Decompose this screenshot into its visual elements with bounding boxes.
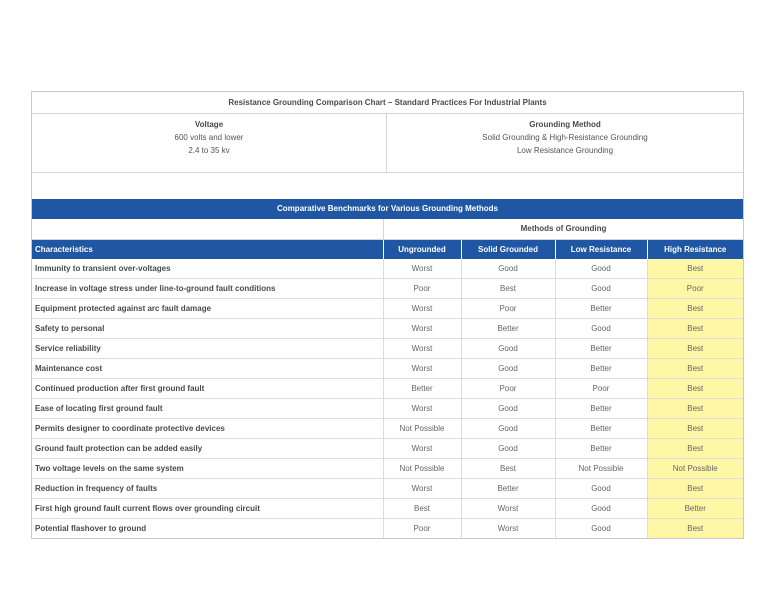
rating-cell: Good	[461, 439, 555, 459]
rating-cell: Good	[555, 279, 647, 299]
rating-cell: Good	[461, 339, 555, 359]
table-row	[32, 399, 743, 419]
benchmarks-table	[32, 240, 743, 538]
characteristic-cell: Service reliability	[32, 339, 383, 359]
column-header: Characteristics	[32, 240, 383, 259]
rating-cell: Good	[555, 319, 647, 339]
rating-cell: Worst	[383, 299, 461, 319]
table-row	[32, 419, 743, 439]
rating-cell: Poor	[383, 519, 461, 539]
characteristic-cell: Immunity to transient over-voltages	[32, 259, 383, 279]
voltage-column	[32, 114, 387, 172]
rating-cell: Best	[647, 519, 743, 539]
rating-cell: Poor	[647, 279, 743, 299]
rating-cell: Poor	[383, 279, 461, 299]
rating-cell: Better	[555, 359, 647, 379]
voltage-line: 2.4 to 35 kv	[188, 146, 230, 155]
comparison-chart	[31, 91, 744, 539]
table-row	[32, 519, 743, 539]
rating-cell: Best	[383, 499, 461, 519]
rating-cell: Better	[555, 339, 647, 359]
rating-cell: Best	[461, 459, 555, 479]
table-row	[32, 439, 743, 459]
rating-cell: Better	[555, 299, 647, 319]
rating-cell: Good	[555, 519, 647, 539]
rating-cell: Poor	[461, 299, 555, 319]
rating-cell: Better	[383, 379, 461, 399]
rating-cell: Worst	[383, 319, 461, 339]
rating-cell: Good	[555, 259, 647, 279]
methods-of-grounding-label: Methods of Grounding	[520, 224, 607, 233]
grounding-method-line: Low Resistance Grounding	[516, 146, 614, 155]
characteristic-cell: Potential flashover to ground	[32, 519, 383, 539]
rating-cell: Worst	[383, 339, 461, 359]
rating-cell: Best	[647, 319, 743, 339]
table-row	[32, 359, 743, 379]
table-row	[32, 279, 743, 299]
table-row	[32, 299, 743, 319]
rating-cell: Best	[647, 259, 743, 279]
rating-cell: Worst	[461, 499, 555, 519]
characteristic-cell: First high ground fault current flows over grounding circuit	[32, 499, 383, 519]
chart-title: Resistance Grounding Comparison Chart – Standard Practices For Industrial Plants	[32, 92, 743, 114]
characteristic-cell: Increase in voltage stress under line-to-ground fault conditions	[32, 279, 383, 299]
characteristic-cell: Two voltage levels on the same system	[32, 459, 383, 479]
rating-cell: Not Possible	[383, 419, 461, 439]
rating-cell: Best	[647, 339, 743, 359]
characteristic-cell: Permits designer to coordinate protective devices	[32, 419, 383, 439]
info-section	[32, 114, 743, 173]
rating-cell: Worst	[383, 439, 461, 459]
rating-cell: Better	[555, 419, 647, 439]
table-row	[32, 319, 743, 339]
rating-cell: Best	[647, 359, 743, 379]
benchmarks-header: Comparative Benchmarks for Various Grounding Methods	[32, 199, 743, 219]
rating-cell: Good	[461, 359, 555, 379]
grounding-method-column	[387, 114, 743, 172]
column-header: Ungrounded	[383, 240, 461, 259]
rating-cell: Best	[647, 299, 743, 319]
voltage-line: 600 volts and lower	[174, 133, 244, 142]
rating-cell: Worst	[383, 479, 461, 499]
rating-cell: Not Possible	[383, 459, 461, 479]
rating-cell: Better	[461, 319, 555, 339]
rating-cell: Better	[647, 499, 743, 519]
rating-cell: Best	[647, 399, 743, 419]
rating-cell: Good	[555, 499, 647, 519]
table-header-row	[32, 240, 743, 259]
rating-cell: Worst	[383, 359, 461, 379]
rating-cell: Good	[555, 479, 647, 499]
characteristic-cell: Equipment protected against arc fault damage	[32, 299, 383, 319]
rating-cell: Best	[461, 279, 555, 299]
grounding-method-line: Solid Grounding & High-Resistance Grounding	[482, 133, 648, 142]
rating-cell: Best	[647, 379, 743, 399]
rating-cell: Worst	[383, 399, 461, 419]
characteristic-cell: Maintenance cost	[32, 359, 383, 379]
column-header: Low Resistance	[555, 240, 647, 259]
characteristic-cell: Reduction in frequency of faults	[32, 479, 383, 499]
rating-cell: Best	[647, 479, 743, 499]
column-header: High Resistance	[647, 240, 743, 259]
characteristic-cell: Ease of locating first ground fault	[32, 399, 383, 419]
rating-cell: Poor	[555, 379, 647, 399]
grounding-method-heading: Grounding Method	[529, 120, 601, 129]
rating-cell: Worst	[461, 519, 555, 539]
table-row	[32, 259, 743, 279]
methods-header-row	[32, 219, 743, 240]
table-row	[32, 479, 743, 499]
voltage-heading: Voltage	[194, 120, 224, 129]
rating-cell: Good	[461, 259, 555, 279]
rating-cell: Best	[647, 439, 743, 459]
methods-header-blank	[32, 219, 384, 239]
column-header: Solid Grounded	[461, 240, 555, 259]
rating-cell: Better	[461, 479, 555, 499]
characteristic-cell: Continued production after first ground fault	[32, 379, 383, 399]
rating-cell: Not Possible	[555, 459, 647, 479]
spacer	[32, 173, 743, 199]
table-row	[32, 339, 743, 359]
rating-cell: Good	[461, 399, 555, 419]
characteristic-cell: Safety to personal	[32, 319, 383, 339]
rating-cell: Good	[461, 419, 555, 439]
rating-cell: Better	[555, 439, 647, 459]
table-row	[32, 499, 743, 519]
rating-cell: Poor	[461, 379, 555, 399]
table-row	[32, 459, 743, 479]
rating-cell: Best	[647, 419, 743, 439]
rating-cell: Not Possible	[647, 459, 743, 479]
rating-cell: Worst	[383, 259, 461, 279]
characteristic-cell: Ground fault protection can be added easily	[32, 439, 383, 459]
table-row	[32, 379, 743, 399]
rating-cell: Better	[555, 399, 647, 419]
